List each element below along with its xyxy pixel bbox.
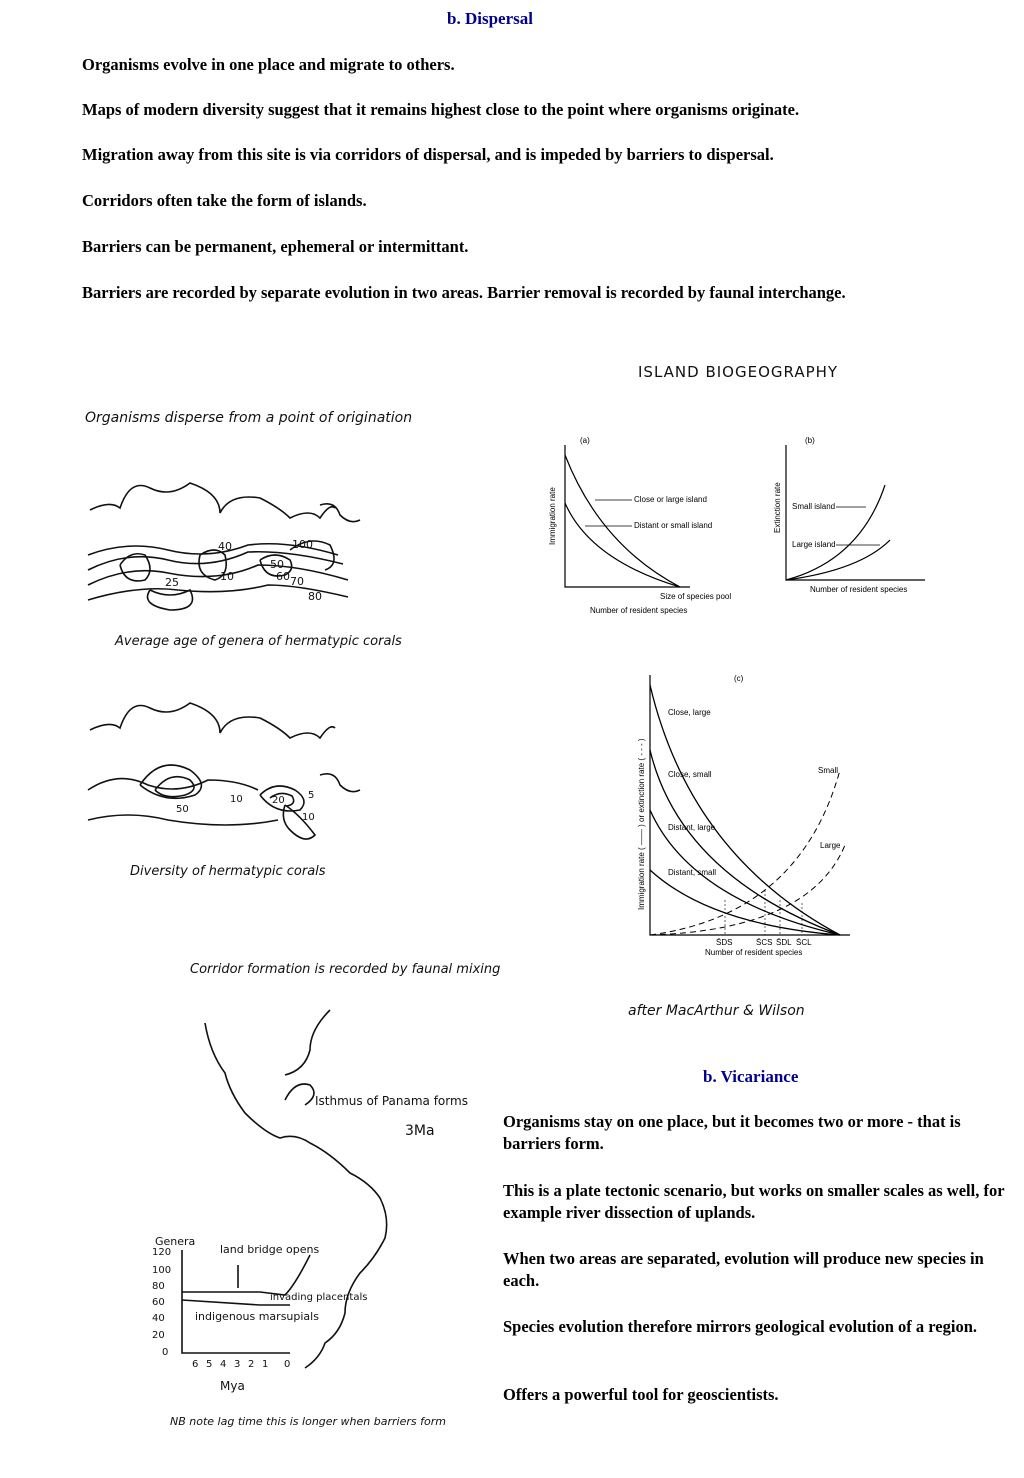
landbridge-label: land bridge opens — [220, 1243, 320, 1256]
graph-xtick: 5 — [206, 1359, 213, 1370]
contour-label: 50 — [270, 558, 284, 571]
contour-label: 60 — [276, 570, 290, 583]
graph-xlabel: Mya — [220, 1379, 245, 1393]
panel-c-eq4: S̄CL — [796, 938, 812, 947]
dispersal-paragraph-5: Barriers can be permanent, ephemeral or intermittant. — [82, 237, 469, 256]
graph-ylabel: Genera — [155, 1235, 196, 1248]
panel-c-tag: (c) — [734, 674, 744, 683]
vicariance-paragraph-3: When two areas are separated, evolution will produce new species in each. — [503, 1249, 984, 1290]
corridor-note: Corridor formation is recorded by faunal mixing — [190, 962, 501, 977]
panel-a-ylabel: Immigration rate — [548, 487, 557, 545]
graph-ytick: 100 — [152, 1265, 172, 1276]
panel-b-xlabel: Number of resident species — [810, 585, 908, 594]
vicariance-paragraph-5: Offers a powerful tool for geoscientists. — [503, 1385, 779, 1404]
contour-label: 10 — [230, 794, 243, 805]
coral-diversity-map — [88, 703, 360, 839]
island-biogeography-figure — [540, 355, 940, 1025]
dispersal-paragraph-4: Corridors often take the form of islands. — [82, 191, 367, 210]
isthmus-age: 3Ma — [405, 1123, 435, 1139]
contour-label: 25 — [165, 576, 179, 589]
panel-a-tag: (a) — [580, 436, 590, 445]
indigenous-label: indigenous marsupials — [195, 1310, 319, 1323]
coral-diversity-contour-labels — [176, 790, 315, 823]
graph-ytick: 0 — [162, 1347, 169, 1358]
panel-c-eq1: S̄DS — [716, 938, 733, 947]
coral-maps-sketch — [80, 400, 413, 900]
panel-a-curve1: Close or large island — [634, 495, 707, 504]
panel-c-xlabel: Number of resident species — [705, 948, 803, 957]
panama-isthmus-sketch — [150, 955, 501, 1470]
contour-label: 50 — [176, 804, 189, 815]
panel-b-curve1: Small island — [792, 502, 836, 511]
panel-c — [637, 674, 850, 957]
panel-b-ylabel: Extinction rate — [773, 482, 782, 533]
vicariance-paragraph-1: Organisms stay on one place, but it becomes two or more - that is barriers form. — [503, 1112, 961, 1153]
isthmus-note: Isthmus of Panama forms — [315, 1094, 468, 1108]
origin-note: Organisms disperse from a point of origination — [85, 410, 413, 426]
island-title: ISLAND BIOGEOGRAPHY — [638, 363, 839, 381]
graph-ytick: 60 — [152, 1297, 165, 1308]
graph-ytick: 40 — [152, 1313, 165, 1324]
graph-xtick: 3 — [234, 1359, 241, 1370]
graph-xtick: 6 — [192, 1359, 199, 1370]
vicariance-paragraph-2: This is a plate tectonic scenario, but works on smaller scales as well, for example river dissection of uplands. — [503, 1181, 1005, 1222]
vicariance-paragraph-4: Species evolution therefore mirrors geological evolution of a region. — [503, 1317, 977, 1336]
vicariance-heading: b. Vicariance — [703, 1067, 799, 1086]
panel-c-curve4: Distant, small — [668, 868, 717, 877]
figure-credit: after MacArthur & Wilson — [628, 1003, 805, 1019]
contour-label: 10 — [220, 570, 234, 583]
panel-a-curve2: Distant or small island — [634, 521, 713, 530]
coral-age-caption: Average age of genera of hermatypic corals — [115, 634, 402, 649]
graph-xtick: 2 — [248, 1359, 255, 1370]
panel-c-curve1: Close, large — [668, 708, 711, 717]
panel-b-curve2: Large island — [792, 540, 836, 549]
panel-c-curve2: Close, small — [668, 770, 712, 779]
dispersal-heading: b. Dispersal — [447, 9, 533, 28]
graph-ytick: 80 — [152, 1281, 165, 1292]
dispersal-paragraph-2: Maps of modern diversity suggest that it remains highest close to the point where organisms originate. — [82, 100, 800, 119]
panel-c-eq3: S̄DL — [776, 938, 792, 947]
panel-c-eq2: S̄CS — [756, 938, 773, 947]
graph-xtick: 0 — [284, 1359, 291, 1370]
dispersal-paragraph-1: Organisms evolve in one place and migrate to others. — [82, 55, 455, 74]
graph-ytick: 20 — [152, 1330, 165, 1341]
dispersal-paragraph-3: Migration away from this site is via corridors of dispersal, and is impeded by barriers to dispersal. — [82, 145, 774, 164]
invading-label: invading placentals — [270, 1292, 368, 1303]
graph-xticks — [192, 1359, 290, 1370]
dispersal-paragraph-6: Barriers are recorded by separate evolution in two areas. Barrier removal is recorded by faunal interchange. — [82, 283, 846, 302]
panel-c-curve3: Distant, large — [668, 823, 716, 832]
contour-label: 20 — [272, 795, 285, 806]
panel-b — [773, 436, 925, 594]
graph-xtick: 1 — [262, 1359, 269, 1370]
lag-note: NB note lag time this is longer when barriers form — [170, 1415, 446, 1428]
contour-label: 70 — [290, 575, 304, 588]
graph-yticks — [152, 1247, 171, 1358]
panel-b-tag: (b) — [805, 436, 815, 445]
graph-xtick: 4 — [220, 1359, 227, 1370]
panel-a-pool: Size of species pool — [660, 592, 732, 601]
panel-c-ylabel: Immigration rate ( —— ) or extinction rate ( - - - ) — [637, 738, 646, 910]
panel-c-ext2: Large — [820, 841, 841, 850]
contour-label: 100 — [292, 538, 313, 551]
panel-a — [548, 436, 731, 615]
contour-label: 5 — [308, 790, 315, 801]
contour-label: 10 — [302, 812, 315, 823]
contour-label: 80 — [308, 590, 322, 603]
coral-diversity-caption: Diversity of hermatypic corals — [130, 864, 326, 879]
graph-ytick: 120 — [152, 1247, 172, 1258]
contour-label: 40 — [218, 540, 232, 553]
panel-a-xlabel: Number of resident species — [590, 606, 688, 615]
panel-c-ext1: Small — [818, 766, 839, 775]
